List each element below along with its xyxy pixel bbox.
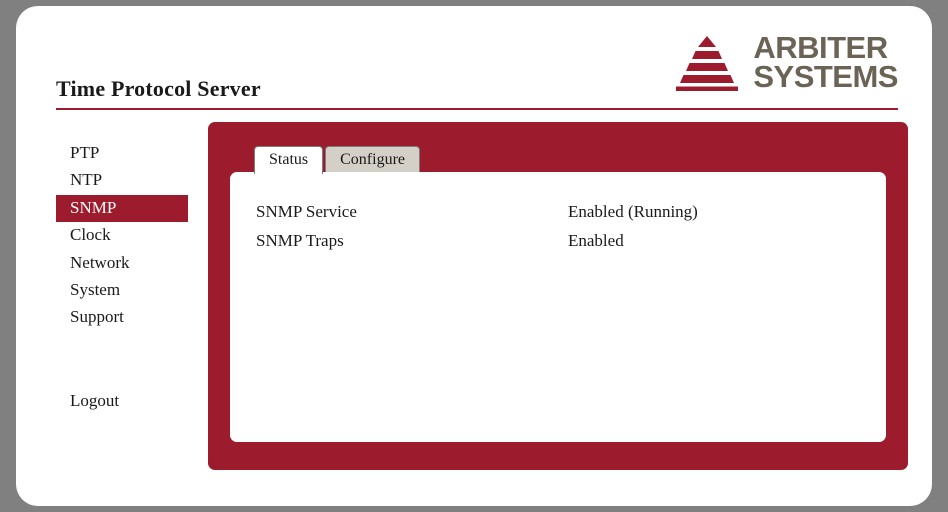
content-panel bbox=[208, 122, 908, 470]
brand-line-2: SYSTEMS bbox=[753, 59, 898, 94]
brand-line-1: ARBITER bbox=[753, 30, 888, 66]
status-value: Enabled (Running) bbox=[568, 202, 698, 221]
sidebar-item-ntp[interactable]: NTP bbox=[70, 170, 103, 190]
browser-page bbox=[16, 6, 932, 506]
status-label: SNMP Service bbox=[256, 202, 357, 221]
status-value: Enabled bbox=[568, 230, 624, 250]
sidebar-item-clock[interactable]: Clock bbox=[70, 225, 111, 245]
page-title: Time Protocol Server bbox=[56, 76, 261, 101]
sidebar-spacer bbox=[56, 332, 188, 388]
status-row-snmp-traps bbox=[256, 227, 856, 256]
sidebar-nav bbox=[56, 140, 188, 415]
sidebar-item-network[interactable]: Network bbox=[70, 252, 130, 272]
status-list bbox=[256, 198, 856, 256]
sidebar-item-snmp[interactable]: SNMP bbox=[56, 195, 188, 222]
page-body bbox=[40, 122, 908, 478]
status-card bbox=[230, 172, 886, 442]
page-content bbox=[40, 22, 908, 486]
status-label: SNMP Traps bbox=[256, 230, 344, 250]
brand-wordmark bbox=[753, 30, 898, 94]
page-header bbox=[56, 22, 898, 110]
sidebar-item-logout[interactable]: Logout bbox=[70, 390, 120, 410]
sidebar-item-support[interactable]: Support bbox=[70, 307, 124, 327]
sidebar-item-system[interactable]: System bbox=[70, 279, 121, 299]
sidebar-item-ptp[interactable]: PTP bbox=[70, 143, 100, 162]
brand-logo bbox=[671, 30, 898, 96]
tab-bar bbox=[254, 146, 420, 174]
tab-configure[interactable]: Configure bbox=[325, 146, 420, 174]
arbiter-pyramid-logo-icon bbox=[671, 34, 743, 92]
status-row-snmp-service bbox=[256, 198, 856, 227]
tab-status[interactable]: Status bbox=[254, 146, 323, 174]
